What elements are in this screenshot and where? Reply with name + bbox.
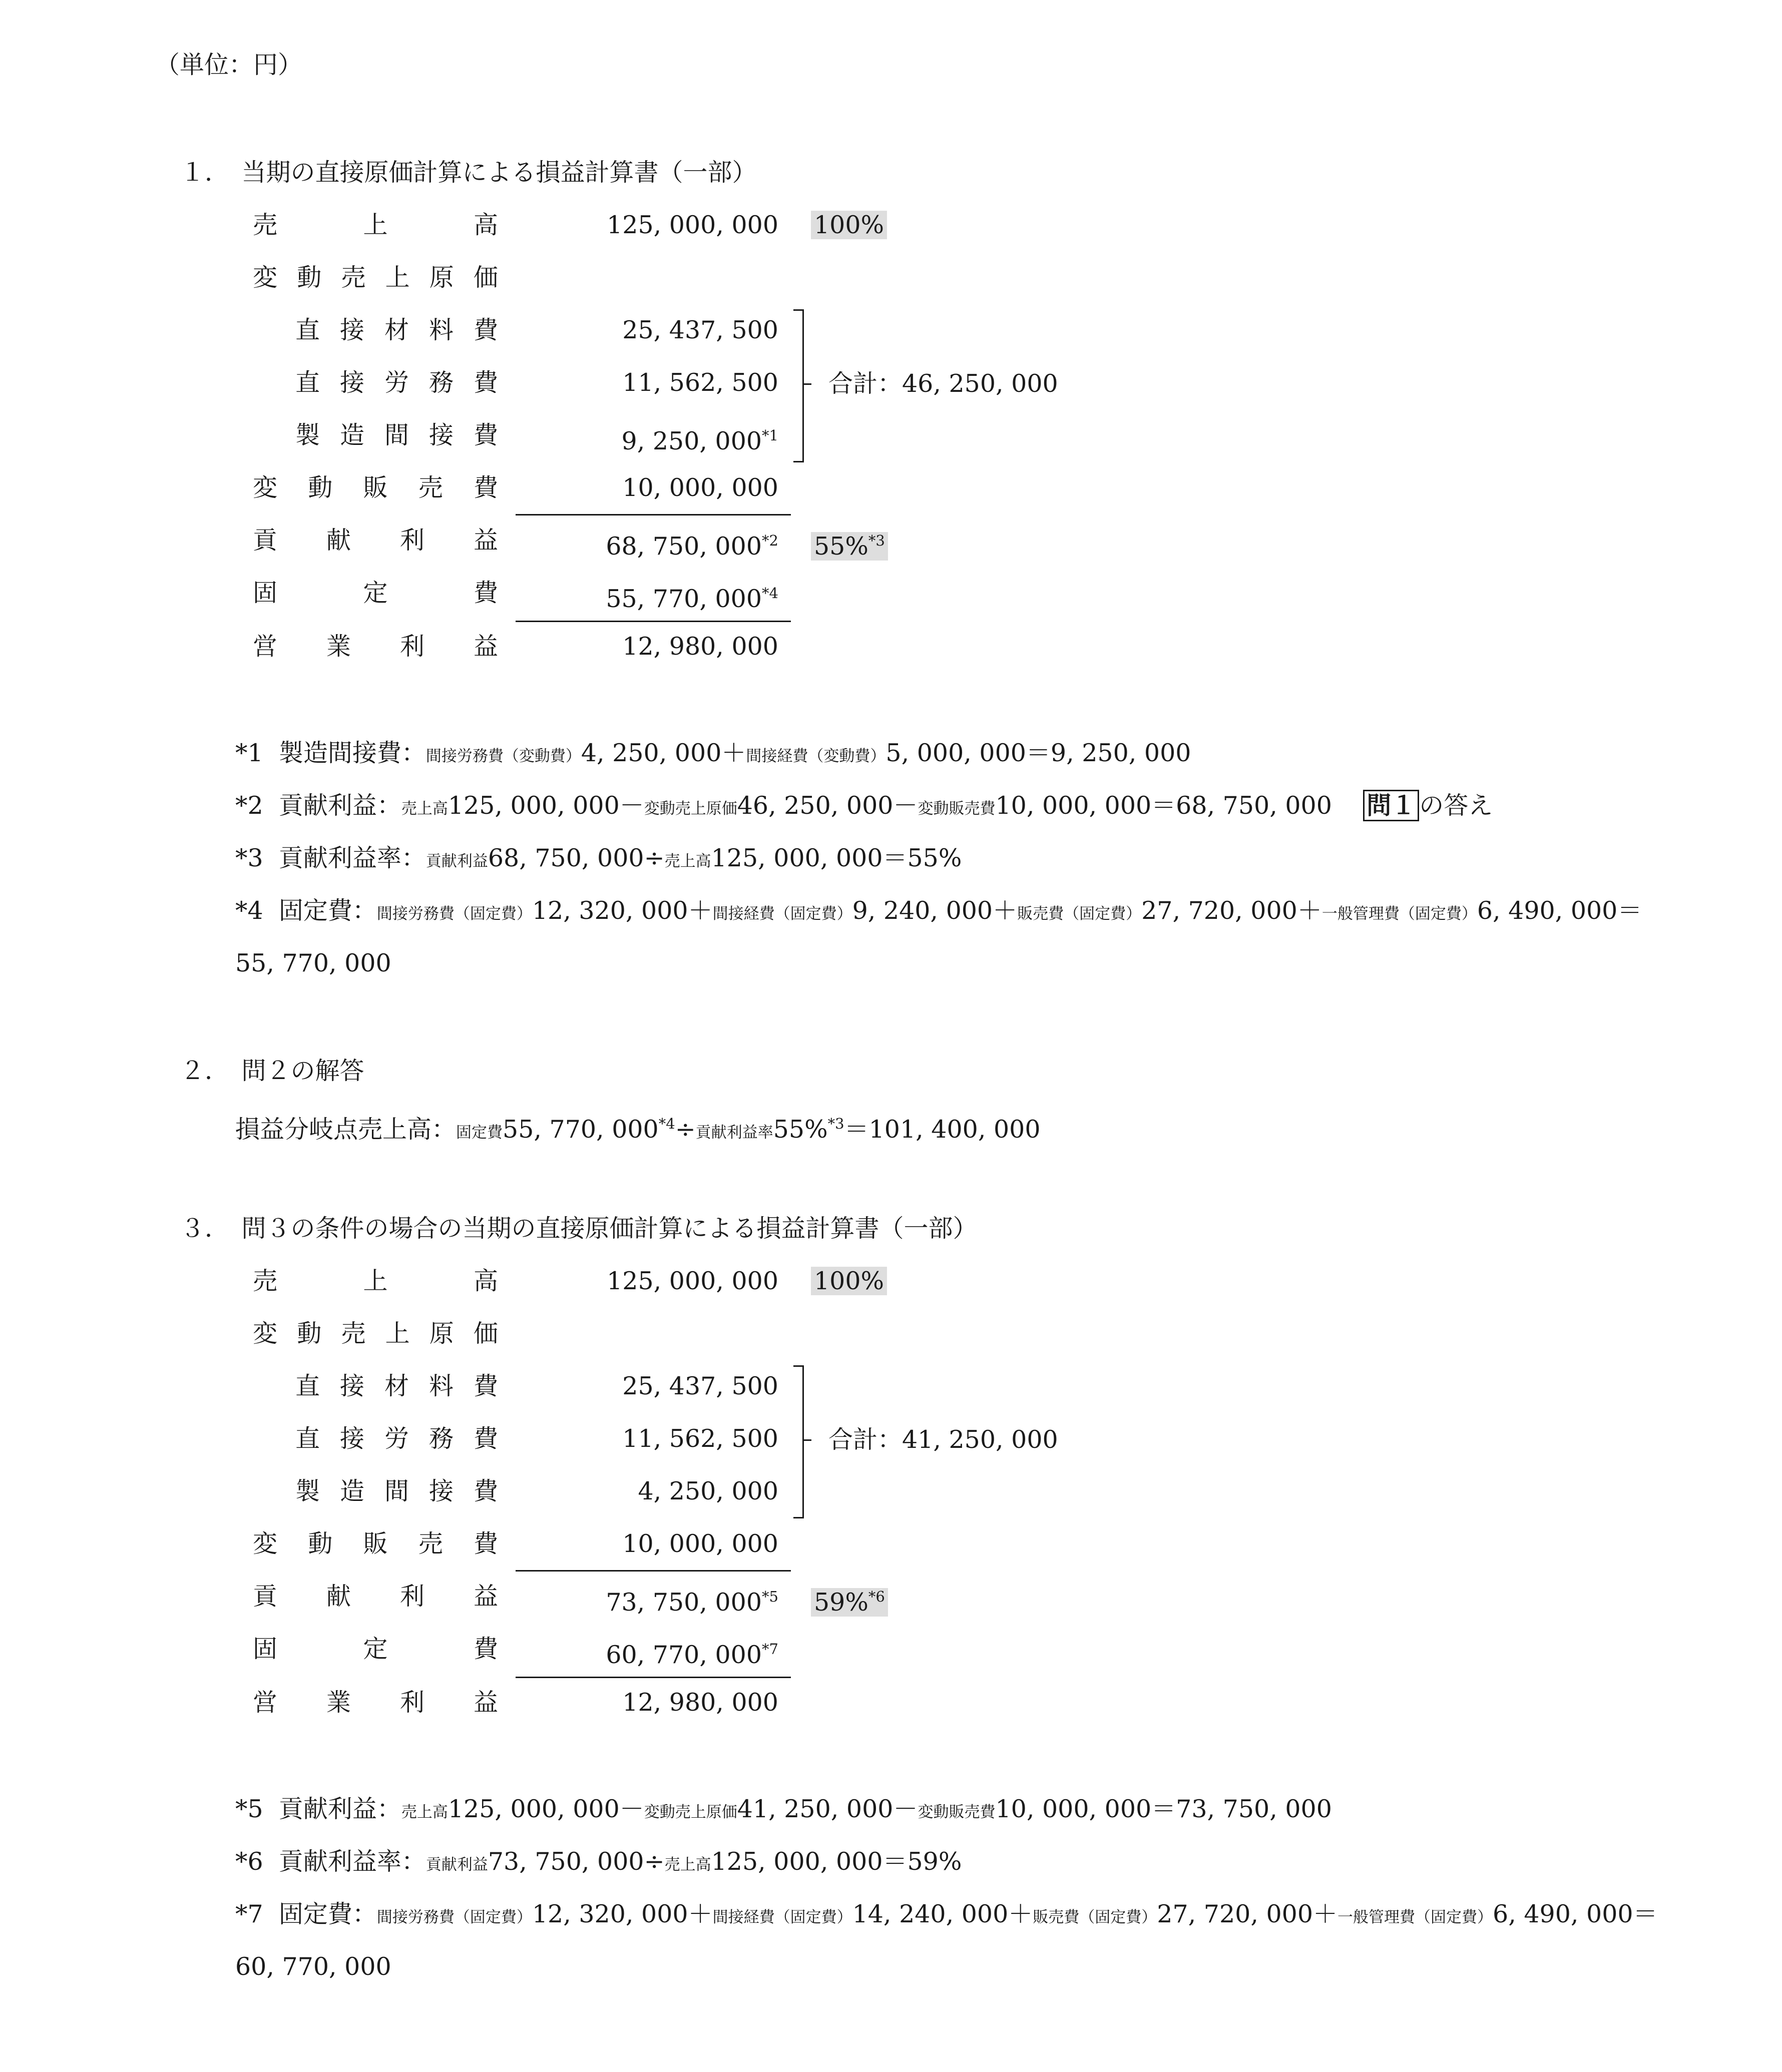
value-variable-selling: 10, 000, 000	[622, 1529, 778, 1558]
value-manufacturing-overhead: 4, 250, 000	[638, 1477, 778, 1505]
section-2-heading: ２． 問２の解答	[180, 1057, 364, 1085]
underline-3a	[516, 1570, 791, 1572]
brace-bracket	[793, 309, 804, 462]
value-operating-income: 12, 980, 000	[622, 632, 778, 661]
section-3-heading: ３． 問３の条件の場合の当期の直接原価計算による損益計算書（一部）	[180, 1214, 978, 1243]
note-6: *6 貢献利益率：貢献利益73, 750, 000÷売上高125, 000, 000＝59%	[235, 1847, 962, 1876]
underline-3b	[516, 1677, 791, 1678]
note-4-continued: 55, 770, 000	[235, 949, 391, 977]
section-1-heading: １． 当期の直接原価計算による損益計算書（一部）	[180, 158, 757, 187]
pct-sales: 100%	[811, 1266, 887, 1296]
underline-1b	[516, 621, 791, 622]
value-sales: 125, 000, 000	[607, 211, 778, 239]
label-manufacturing-overhead: 製 造 間 接 費	[295, 421, 498, 449]
answer-box-q1: 問１	[1363, 790, 1419, 821]
note-3: *3 貢献利益率：貢献利益68, 750, 000÷売上高125, 000, 000＝55%	[235, 844, 962, 872]
value-direct-labor: 11, 562, 500	[622, 368, 778, 397]
label-fixed-costs: 固 定 費	[253, 579, 498, 607]
value-sales: 125, 000, 000	[607, 1267, 778, 1295]
label-manufacturing-overhead: 製 造 間 接 費	[295, 1477, 498, 1505]
label-variable-cogs: 変 動 売 上 原 価	[253, 263, 498, 292]
value-direct-materials: 25, 437, 500	[622, 316, 778, 344]
brace-tick	[802, 383, 811, 385]
break-even-formula: 損益分岐点売上高：固定費55, 770, $000^{*4}\div$貢献利益率55%$^{*3}$＝101, 400, 000	[235, 1115, 1041, 1144]
brace-bracket	[793, 1365, 804, 1518]
pct-sales: 100%	[811, 210, 887, 240]
label-sales: 売 上 高	[253, 1267, 498, 1295]
value-contribution-margin: 68, 750, 000$^{*2}$	[606, 532, 778, 561]
value-contribution-margin: 73, 750, 000$^{*5}$	[606, 1588, 778, 1617]
note-7-continued: 60, 770, 000	[235, 1952, 391, 1981]
total-variable-cogs: 合計：41, 250, 000	[828, 1425, 1058, 1454]
note-2: *2 貢献利益：売上高125, 000, 000－変動売上原価46, 250, 000－変動販売費10, 000, 000＝68, 750, 000 問１ の答え	[235, 791, 1493, 824]
value-fixed-costs: 60, 770, 000$^{*7}$	[606, 1641, 778, 1669]
total-variable-cogs: 合計：46, 250, 000	[828, 369, 1058, 398]
value-manufacturing-overhead: 9, 250, 000$^{*1}$	[621, 427, 778, 455]
label-direct-materials: 直 接 材 料 費	[295, 1372, 498, 1400]
value-operating-income: 12, 980, 000	[622, 1688, 778, 1717]
note-1: *1 製造間接費：間接労務費（変動費）4, 250, 000＋間接経費（変動費）5, 000, 000＝9, 250, 000	[235, 739, 1191, 767]
label-contribution-margin: 貢 献 利 益	[253, 526, 498, 555]
underline-1a	[516, 514, 791, 515]
value-fixed-costs: 55, 770, 000$^{*4}$	[606, 585, 778, 613]
note-7: *7 固定費：間接労務費（固定費）12, 320, 000＋間接経費（固定費）14, 240, 000＋販売費（固定費）27, 720, 000＋一般管理費（固定費）6, 490, 000＝	[235, 1900, 1658, 1928]
label-direct-labor: 直 接 労 務 費	[295, 368, 498, 397]
value-direct-labor: 11, 562, 500	[622, 1424, 778, 1453]
brace-tick	[802, 1439, 811, 1441]
note-5: *5 貢献利益：売上高125, 000, 000－変動売上原価41, 250, 000－変動販売費10, 000, 000＝73, 750, 000	[235, 1795, 1332, 1823]
label-direct-labor: 直 接 労 務 費	[295, 1424, 498, 1453]
value-variable-selling: 10, 000, 000	[622, 473, 778, 502]
label-variable-selling: 変 動 販 売 費	[253, 1529, 498, 1558]
label-variable-cogs: 変 動 売 上 原 価	[253, 1319, 498, 1348]
unit-label: （単位：円）	[155, 51, 303, 79]
label-contribution-margin: 貢 献 利 益	[253, 1582, 498, 1611]
label-direct-materials: 直 接 材 料 費	[295, 316, 498, 344]
label-sales: 売 上 高	[253, 211, 498, 239]
label-operating-income: 営 業 利 益	[253, 1688, 498, 1717]
pct-contribution-margin: 55%$^{*3}$	[811, 526, 888, 562]
label-fixed-costs: 固 定 費	[253, 1635, 498, 1663]
label-variable-selling: 変 動 販 売 費	[253, 473, 498, 502]
pct-contribution-margin: 59%$^{*6}$	[811, 1582, 888, 1618]
label-operating-income: 営 業 利 益	[253, 632, 498, 661]
value-direct-materials: 25, 437, 500	[622, 1372, 778, 1400]
note-4: *4 固定費：間接労務費（固定費）12, 320, 000＋間接経費（固定費）9, 240, 000＋販売費（固定費）27, 720, 000＋一般管理費（固定費）6, 490, 000＝	[235, 896, 1642, 925]
